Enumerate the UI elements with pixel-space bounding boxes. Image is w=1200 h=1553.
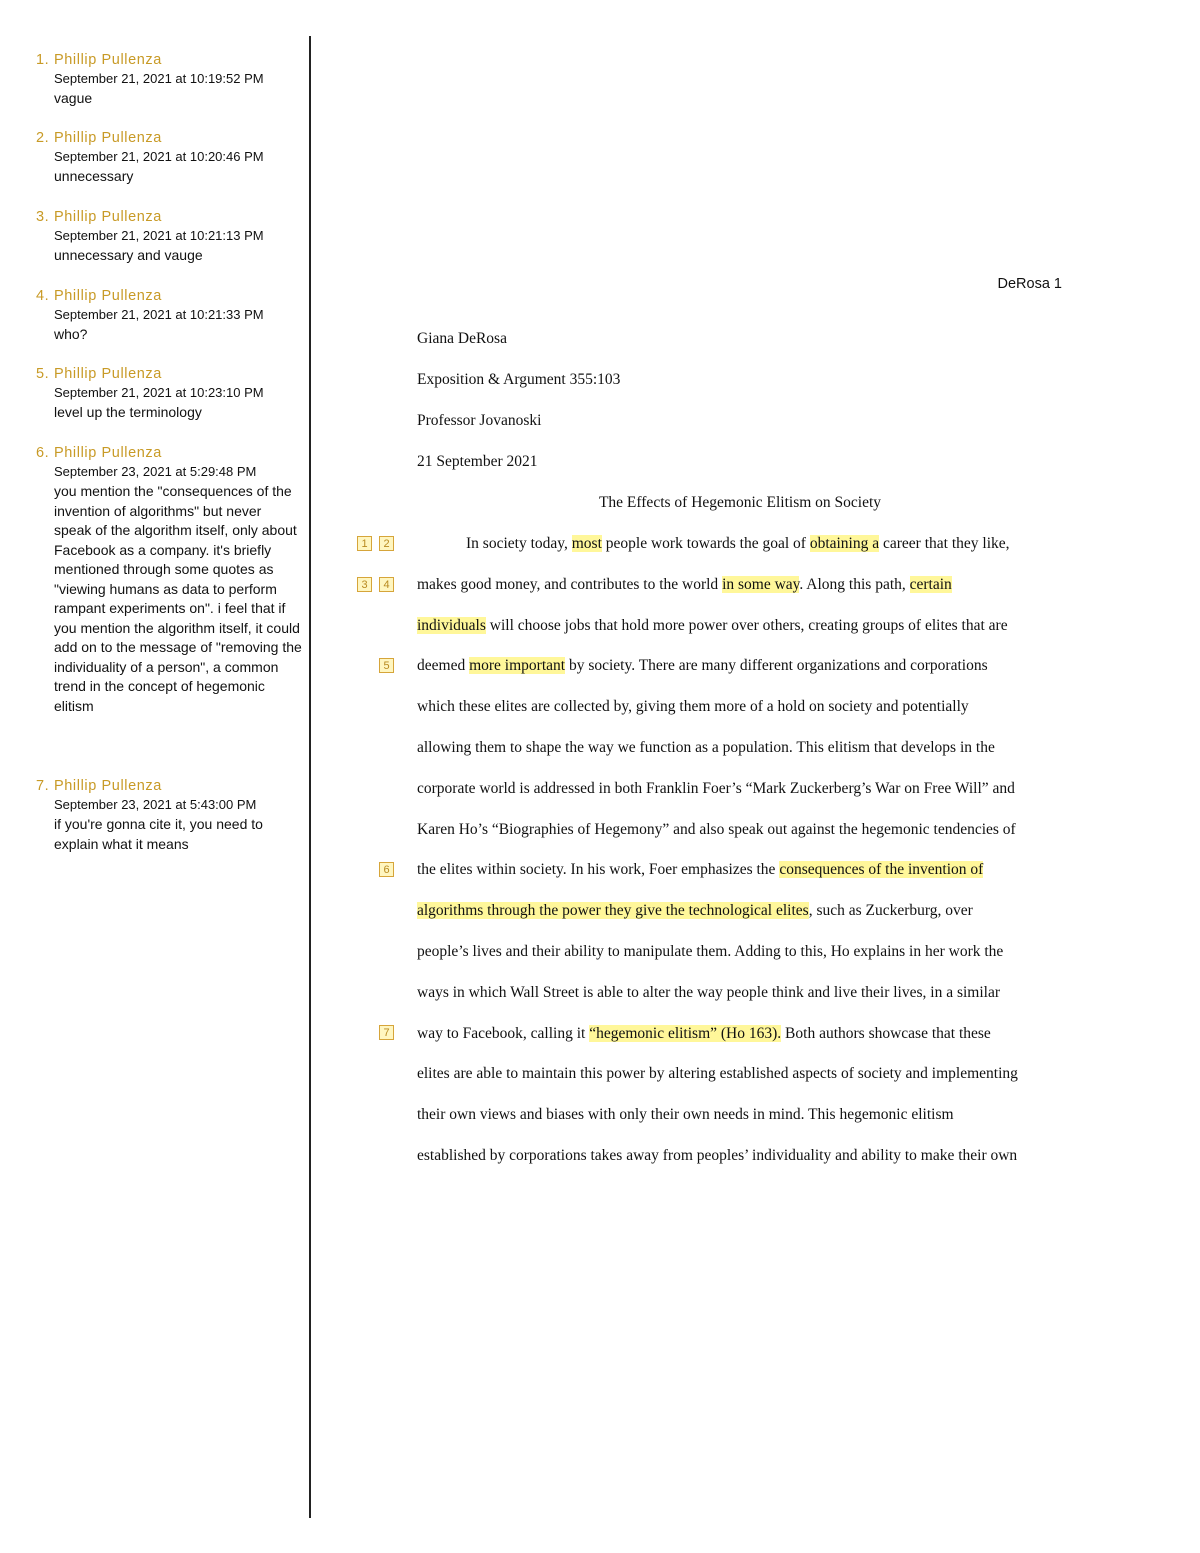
text-run: career that they like, [879,535,1010,552]
text-run: the elites within society. In his work, Foer emphasizes the [417,861,780,879]
comment-5[interactable] [36,366,304,423]
comment-author: Phillip Pullenza [54,288,162,304]
comment-author: Phillip Pullenza [54,778,162,794]
comment-marker-6[interactable]: 6 [379,862,394,877]
document-title: The Effects of Hegemonic Elitism on Society [598,494,882,511]
essay-line [417,779,1015,799]
text-run: elites are able to maintain this power by altering established aspects of society and implementing [417,1065,1018,1083]
sidebar-divider [309,36,311,1518]
text-run: deemed [417,657,470,675]
essay-line [417,656,988,676]
text-run: their own views and biases with only their own needs in mind. This hegemonic elitism [417,1106,954,1124]
essay-line [417,983,1000,1003]
comment-text: if you're gonna cite it, you need to explain what it means [54,816,263,852]
essay-line [466,534,1010,554]
comment-author: Phillip Pullenza [54,366,162,382]
comment-marker-2[interactable]: 2 [379,536,394,551]
text-run: people work towards the goal of [601,535,810,552]
text-run: In society today, [466,535,572,552]
comment-number: 1. [36,52,50,68]
comment-4[interactable] [36,288,304,345]
comment-number: 2. [36,130,50,146]
comment-author: Phillip Pullenza [54,209,162,225]
author-name: Giana DeRosa [417,330,507,347]
comment-number: 4. [36,288,50,304]
text-run: , such as Zuckerburg, over [808,902,973,920]
text-run: by society. There are many different organizations and corporations [565,657,988,675]
text-run: people’s lives and their ability to manipulate them. Adding to this, Ho explains in her work the [417,943,1004,960]
comment-number: 5. [36,366,50,382]
comment-text: you mention the "consequences of the invention of algorithms" but never speak of the algorithm itself, only about Facebook as a company. it's briefly mentioned through some quotes as "viewing humans as data to perform rampant experiments on". i feel that if you mention the algorithm itself, it could add on to the message of "removing the individuality of a person", a common trend in the concept of hegemonic elitism [54,483,302,714]
highlighted-text[interactable]: more important [469,657,566,675]
comment-date: September 23, 2021 at 5:29:48 PM [54,464,257,479]
comment-author: Phillip Pullenza [54,445,162,461]
comment-text: level up the terminology [54,404,202,420]
comment-number: 6. [36,445,50,461]
highlighted-text[interactable]: most [571,535,602,552]
text-run: . Along this path, [799,575,910,593]
highlighted-text[interactable]: “hegemonic elitism” (Ho 163). [589,1024,782,1042]
comment-text: vague [54,90,93,106]
comment-6[interactable] [36,445,304,716]
text-run: established by corporations takes away from peoples’ individuality and ability to make their own [417,1147,1018,1164]
comment-text: unnecessary and vauge [54,247,203,263]
comment-author: Phillip Pullenza [54,52,162,68]
comment-date: September 21, 2021 at 10:19:52 PM [54,71,264,86]
page-header: DeRosa 1 [997,276,1062,292]
comment-7[interactable] [36,778,304,854]
comment-2[interactable] [36,130,304,187]
comment-date: September 21, 2021 at 10:23:10 PM [54,385,264,400]
text-run: allowing them to shape the way we function as a population. This elitism that develops in the [417,739,995,756]
essay-line [417,697,969,717]
comment-text: who? [54,326,88,342]
comment-date: September 23, 2021 at 5:43:00 PM [54,797,257,812]
essay-line [417,1024,991,1044]
essay-line [417,575,952,595]
comment-marker-3[interactable]: 3 [357,577,372,592]
comment-marker-4[interactable]: 4 [379,577,394,592]
text-run: Both authors showcase that these [781,1024,991,1042]
comment-date: September 21, 2021 at 10:21:33 PM [54,307,264,322]
text-run: makes good money, and contributes to the world [417,575,723,593]
text-run: which these elites are collected by, giving them more of a hold on society and potentially [417,698,969,716]
highlighted-text[interactable]: consequences of the invention of [779,861,984,879]
comment-3[interactable] [36,209,304,266]
comments-sidebar [0,0,310,1553]
document-date: 21 September 2021 [417,453,538,470]
comment-marker-1[interactable]: 1 [357,536,372,551]
essay-line [417,616,1008,636]
comment-number: 7. [36,778,50,794]
comment-date: September 21, 2021 at 10:20:46 PM [54,149,264,164]
comment-text: unnecessary [54,168,134,184]
highlighted-text[interactable]: in some way [722,575,800,593]
highlighted-text[interactable]: algorithms through the power they give the technological elites [417,902,809,920]
essay-line [417,860,983,880]
essay-line [417,942,1003,962]
text-run: way to Facebook, calling it [417,1024,590,1042]
essay-line [417,1146,1017,1166]
comment-1[interactable] [36,52,304,109]
highlighted-text[interactable]: individuals [417,616,486,634]
highlighted-text[interactable]: obtaining a [809,535,880,552]
essay-line [417,820,1016,840]
comment-author: Phillip Pullenza [54,130,162,146]
text-run: corporate world is addressed in both Franklin Foer’s “Mark Zuckerberg’s War on Free Will” and [417,779,1015,797]
text-run: Karen Ho’s “Biographies of Hegemony” and also speak out against the hegemonic tendencies of [417,820,1016,838]
highlighted-text[interactable]: certain [909,575,952,593]
comment-date: September 21, 2021 at 10:21:13 PM [54,228,264,243]
essay-line [417,901,973,921]
comment-marker-5[interactable]: 5 [379,658,394,673]
comment-number: 3. [36,209,50,225]
text-run: will choose jobs that hold more power over others, creating groups of elites that are [485,616,1008,634]
essay-line [417,738,995,758]
comment-marker-7[interactable]: 7 [379,1025,394,1040]
course-name: Exposition & Argument 355:103 [417,371,621,388]
text-run: ways in which Wall Street is able to alter the way people think and live their lives, in a similar [417,983,1001,1001]
essay-line [417,1064,1018,1084]
professor-name: Professor Jovanoski [417,412,542,429]
essay-line [417,1105,954,1125]
